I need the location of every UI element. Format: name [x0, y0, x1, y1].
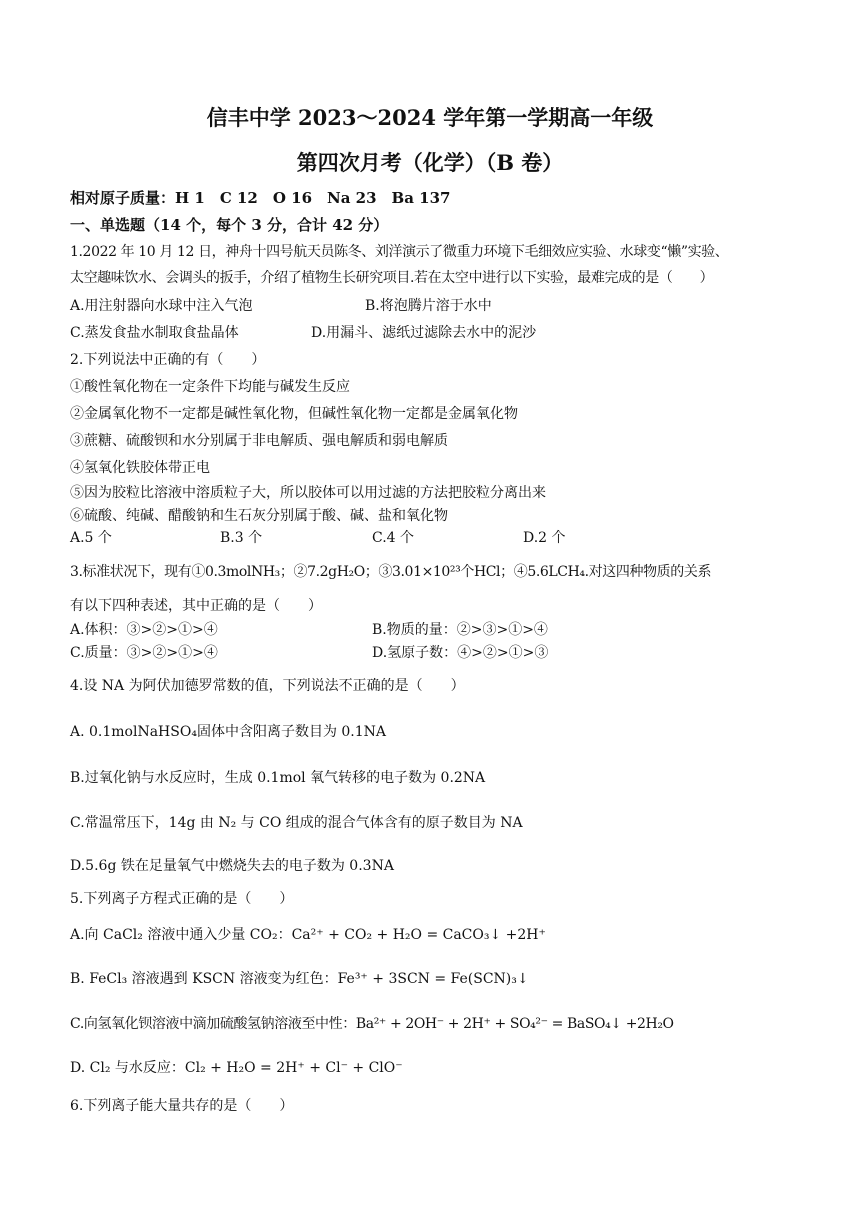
q5-option-b: B. FeCl₃ 溶液遇到 KSCN 溶液变为红色：Fe³⁺ + 3SCN = Fe(SCN)₃↓ — [70, 971, 529, 987]
q1-option-a: A.用注射器向水球中注入气泡 — [70, 298, 253, 314]
atomic-masses: 相对原子质量：H 1 C 12 O 16 Na 23 Ba 137 — [70, 189, 451, 207]
q2-stem: 2.下列说法中正确的有（ ） — [70, 352, 266, 368]
q3-option-b: B.物质的量：②>③>①>④ — [372, 622, 548, 638]
q2-option-a: A.5 个 — [70, 530, 112, 546]
q2-option-d: D.2 个 — [523, 530, 566, 546]
q1-option-c: C.蒸发食盐水制取食盐晶体 — [70, 325, 239, 341]
q3-stem-line1: 3.标准状况下，现有①0.3molNH₃；②7.2gH₂O；③3.01×10²³个HCl；④5.6LCH₄.对这四种物质的关系 — [70, 564, 712, 580]
q5-option-d: D. Cl₂ 与水反应：Cl₂ + H₂O = 2H⁺ + Cl⁻ + ClO⁻ — [70, 1060, 403, 1076]
q5-stem: 5.下列离子方程式正确的是（ ） — [70, 891, 294, 907]
q1-stem-line2: 太空趣味饮水、会调头的扳手，介绍了植物生长研究项目.若在太空中进行以下实验，最难完成的是（ ） — [70, 270, 714, 286]
q2-statement-4: ④氢氧化铁胶体带正电 — [70, 460, 210, 476]
q4-option-b: B.过氧化钠与水反应时，生成 0.1mol 氧气转移的电子数为 0.2NA — [70, 770, 486, 786]
q5-option-a: A.向 CaCl₂ 溶液中通入少量 CO₂：Ca²⁺ + CO₂ + H₂O = CaCO₃↓ +2H⁺ — [70, 927, 546, 943]
q4-option-c: C.常温常压下，14g 由 N₂ 与 CO 组成的混合气体含有的原子数目为 NA — [70, 815, 523, 831]
q4-stem: 4.设 NA 为阿伏加德罗常数的值，下列说法不正确的是（ ） — [70, 678, 465, 694]
q1-option-b: B.将泡腾片溶于水中 — [365, 298, 492, 314]
q2-statement-5: ⑤因为胶粒比溶液中溶质粒子大，所以胶体可以用过滤的方法把胶粒分离出来 — [70, 485, 546, 501]
q3-option-c: C.质量：③>②>①>④ — [70, 645, 218, 661]
q3-option-d: D.氢原子数：④>②>①>③ — [372, 645, 549, 661]
q5-option-c: C.向氢氧化钡溶液中滴加硫酸氢钠溶液至中性：Ba²⁺ + 2OH⁻ + 2H⁺ + SO₄²⁻ = BaSO₄↓ +2H₂O — [70, 1016, 674, 1032]
q2-statement-1: ①酸性氧化物在一定条件下均能与碱发生反应 — [70, 379, 350, 395]
q2-statement-2: ②金属氧化物不一定都是碱性氧化物，但碱性氧化物一定都是金属氧化物 — [70, 406, 518, 422]
section-heading: 一、单选题（14 个，每个 3 分，合计 42 分） — [70, 216, 389, 234]
q4-option-a: A. 0.1molNaHSO₄固体中含阳离子数目为 0.1NA — [70, 724, 387, 740]
q2-statement-6: ⑥硫酸、纯碱、醋酸钠和生石灰分别属于酸、碱、盐和氧化物 — [70, 508, 448, 524]
q6-stem: 6.下列离子能大量共存的是（ ） — [70, 1098, 294, 1114]
q3-option-a: A.体积：③>②>①>④ — [70, 622, 218, 638]
q1-option-d: D.用漏斗、滤纸过滤除去水中的泥沙 — [311, 325, 537, 341]
q2-statement-3: ③蔗糖、硫酸钡和水分别属于非电解质、强电解质和弱电解质 — [70, 433, 448, 449]
q2-option-b: B.3 个 — [220, 530, 263, 546]
q4-option-d: D.5.6g 铁在足量氧气中燃烧失去的电子数为 0.3NA — [70, 858, 394, 874]
q3-stem-line2: 有以下四种表述，其中正确的是（ ） — [70, 598, 322, 614]
q1-stem-line1: 1.2022 年 10 月 12 日，神舟十四号航天员陈冬、刘洋演示了微重力环境下毛细效应实验、水球变“懒”实验、 — [70, 244, 729, 260]
q2-option-c: C.4 个 — [372, 530, 415, 546]
exam-title-line1: 信丰中学 2023～2024 学年第一学期高一年级 — [206, 105, 654, 130]
exam-title-line2: 第四次月考（化学）（B 卷） — [296, 150, 564, 175]
